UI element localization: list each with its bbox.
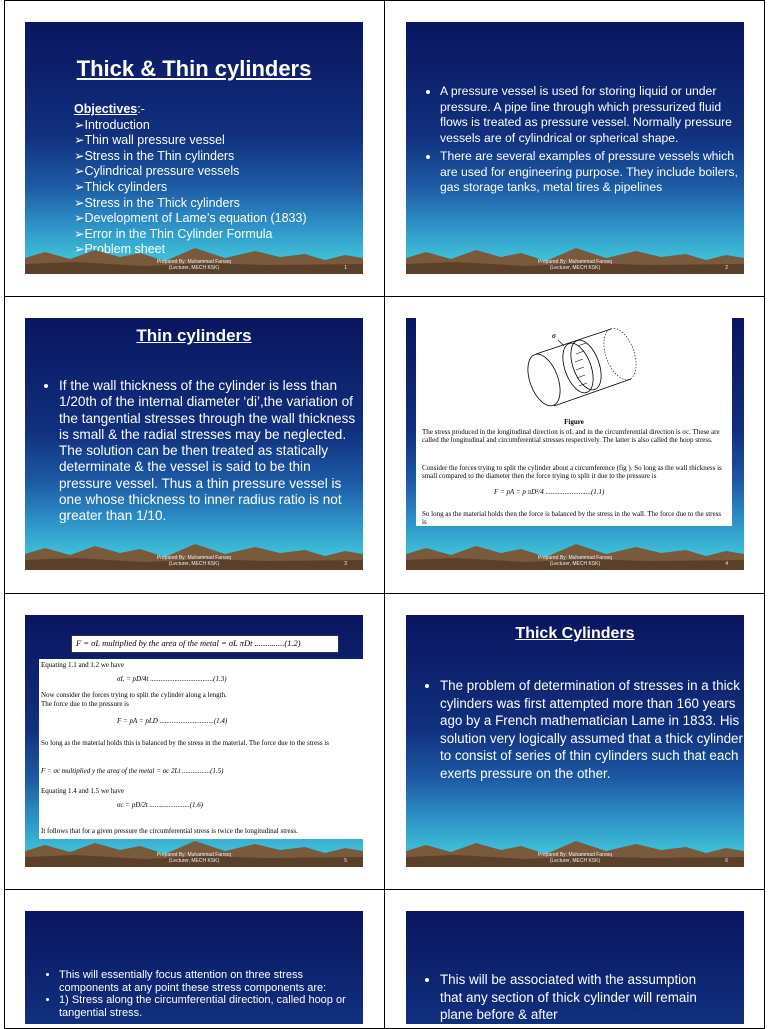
slide-2 — [406, 22, 744, 274]
slide-7 — [25, 911, 363, 1024]
figure-caption: Figure — [564, 418, 584, 426]
equation-1-6: σc = pD/2t .......................(1.6) — [117, 801, 204, 809]
bullet: • This will be associated with the assumption that any section of thick cylinder will remain plane before & after — [440, 971, 720, 1024]
text-line: So long as the material holds this is balanced by the stress in the material. The force due to the stress is — [41, 739, 329, 747]
objective-item: ➢Thin wall pressure vessel — [74, 133, 225, 148]
para-3: So long as the material holds then the force is balanced by the stress in the wall. The force due to the stress is — [422, 510, 722, 526]
text-line: Now consider the forces trying to split the cylinder along a length. — [41, 691, 227, 699]
slide-6 — [406, 615, 744, 867]
credit: Prepared By: Muhammad Farooq (Lecturer, MECH KSK) — [156, 555, 232, 567]
slide-1 — [25, 22, 363, 274]
equation-1-1: F = pA = p πD²/4 ..........................(1.1) — [494, 488, 605, 496]
page-number: 3 — [344, 561, 347, 567]
objective-item: ➢Thick cylinders — [74, 179, 168, 194]
equation-1-2: F = σL multiplied by the area of the metal = σL πDt ..............(1.2) — [76, 638, 301, 648]
page-number: 6 — [725, 858, 728, 864]
para-2: Consider the forces trying to split the cylinder about a circumference (fig ). So long as the wall thickness is small compared to the diameter then the force trying to split it due to the pressure is — [422, 464, 722, 480]
text-line: Equating 1.1 and 1.2 we have — [41, 661, 125, 669]
para-1: The stress produced in the longitudinal direction is σL and in the circumferential direction is σc. These are called the longitudinal and circumferential stresses respectively. The latter is also called the hoop stress. — [422, 428, 720, 444]
slide-title: Thick & Thin cylinders — [76, 56, 312, 81]
slide-5 — [25, 615, 363, 867]
equation-header — [71, 635, 339, 653]
figure-panel — [416, 318, 732, 526]
bullet-list — [424, 677, 744, 783]
slide-8 — [406, 911, 744, 1024]
derivation-panel — [39, 659, 363, 839]
slide-3 — [25, 318, 363, 570]
page-number: 5 — [344, 858, 347, 864]
slide-4 — [406, 318, 744, 570]
objective-item: ➢Introduction — [74, 117, 150, 132]
text-line: It follows that for a given pressure the circumferential stress is twice the longitudinal stress. — [41, 827, 298, 835]
bullet: • If the wall thickness of the cylinder is less than 1/20th of the internal diameter ‘di’,the variation of the tangential stresses through the wall thickness is small & the radial stresses may be neglected. The solution can be then treated as statically determinate & the vessel is said to be thin pressure vessel. Thus a thin pressure vessel is one whose thickness to inner radius ratio is not greater than 1/10. — [59, 378, 363, 525]
page-number: 2 — [725, 265, 728, 271]
equation-1-3: σL = pD/4t ....................................(1.3) — [117, 675, 227, 683]
bullet-list — [424, 84, 740, 196]
objectives-heading: Objectives:- — [74, 102, 145, 116]
slide-title: Thin cylinders — [136, 326, 252, 345]
equation-1-4: F = pA = pLD ...............................(1.4) — [117, 717, 228, 725]
objective-item: ➢Development of Lame’s equation (1833) — [74, 211, 307, 226]
objectives-list — [74, 102, 307, 258]
bullet: • This will essentially focus attention on three stress components at any point these stress components are: — [59, 969, 363, 994]
credit: Prepared By: Muhammad Farooq (Lecturer, MECH KSK) — [537, 259, 613, 271]
credit: Prepared By: Muhammad Farooq (Lecturer, MECH KSK) — [156, 259, 232, 271]
bullet: • A pressure vessel is used for storing liquid or under pressure. A pipe line through which pressurized fluid flows is treated as pressure vessel. Normally pressure vessels are of cylindrical or spherical shape. — [440, 84, 740, 146]
text-line: Equating 1.4 and 1.5 we have — [41, 787, 125, 795]
credit: Prepared By: Muhammad Farooq (Lecturer, MECH KSK) — [537, 555, 613, 567]
credit: Prepared By: Muhammad Farooq (Lecturer, MECH KSK) — [537, 852, 613, 864]
equation-1-5: F = σc multiplied y the area of the metal = σc 2Lt ................(1.5) — [41, 767, 224, 775]
bullet-list — [424, 971, 720, 1024]
bullet-list — [43, 378, 363, 525]
page-number: 4 — [725, 561, 728, 567]
bullet: • The problem of determination of stresses in a thick cylinders was first attempted more than 160 years ago by a French mathematician Lame in 1833. His solution very logically assumed that a thick cylinder to consist of series of thin cylinders such that each exerts pressure on the other. — [440, 677, 744, 783]
slide-title: Thick Cylinders — [515, 625, 635, 642]
objective-item: ➢Stress in the Thin cylinders — [74, 148, 235, 163]
cylinder-figure — [516, 324, 646, 414]
page-number: 1 — [344, 265, 347, 271]
bullet: • There are several examples of pressure vessels which are used for engineering purpose. They include boilers, gas storage tanks, metal tires & pipelines — [440, 149, 740, 196]
objective-item: ➢Problem sheet — [74, 242, 166, 257]
bullet-list — [43, 969, 363, 1019]
bullet: • 1) Stress along the circumferential direction, called hoop or tangential stress. — [59, 994, 363, 1019]
objective-item: ➢Cylindrical pressure vessels — [74, 164, 240, 179]
credit: Prepared By: Muhammad Farooq (Lecturer, MECH KSK) — [156, 852, 232, 864]
sigma-label: σ — [552, 332, 556, 340]
objective-item: ➢Stress in the Thick cylinders — [74, 195, 240, 210]
text-line: The force due to the pressure is — [41, 700, 129, 708]
objective-item: ➢Error in the Thin Cylinder Formula — [74, 226, 273, 241]
